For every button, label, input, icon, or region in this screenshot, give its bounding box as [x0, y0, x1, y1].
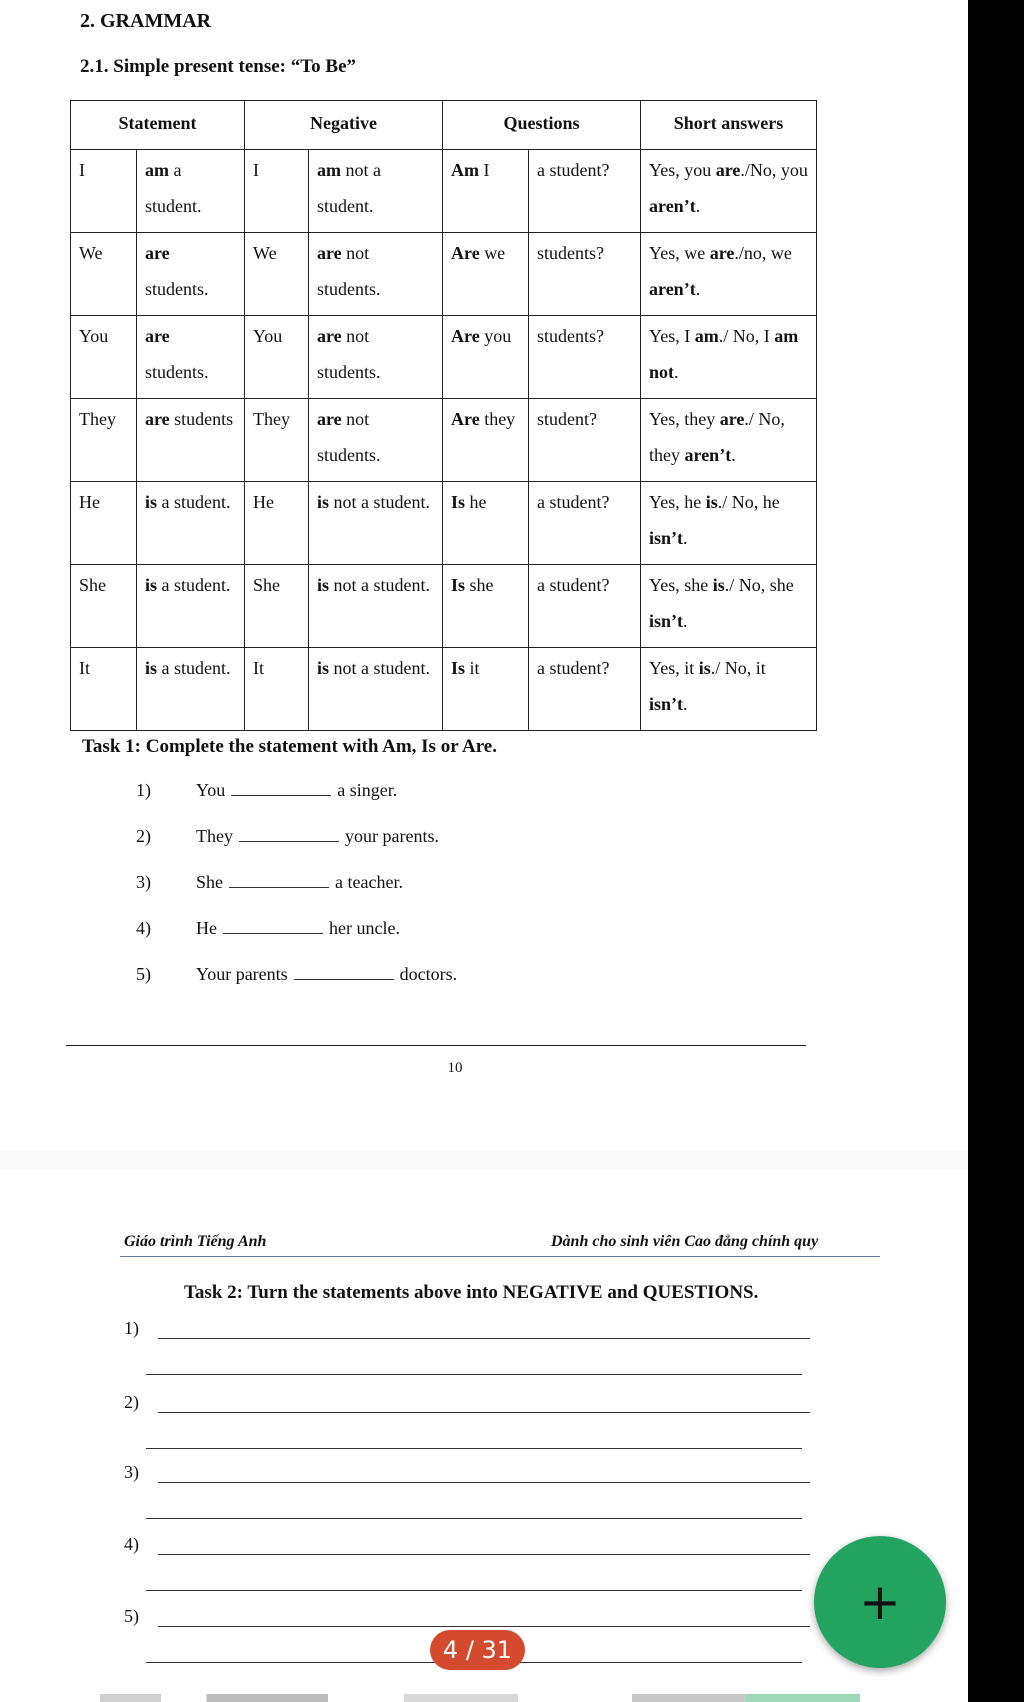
answer-line[interactable]	[158, 1338, 810, 1339]
negative-verb	[309, 316, 443, 399]
negative-rest-text: not a student.	[317, 160, 382, 216]
negative-verb	[309, 399, 443, 482]
statement-verb	[137, 316, 245, 399]
question-object-text: a student?	[537, 658, 610, 678]
question-subject-text: he	[465, 492, 487, 512]
negative-verb	[309, 150, 443, 233]
statement-rest-text: a student.	[157, 658, 231, 678]
negative-subject-text: It	[253, 658, 265, 678]
exercise-item	[136, 826, 439, 847]
statement-verb-text: is	[145, 492, 158, 512]
statement-subject-text: You	[79, 326, 109, 346]
statement-verb-text: am	[145, 160, 169, 180]
footer-divider	[66, 1045, 806, 1046]
short-answer-verb: is	[705, 492, 718, 512]
exercise-item	[136, 780, 397, 801]
table-header-row	[71, 101, 817, 150]
statement-rest-text: students.	[145, 362, 209, 382]
short-answer-part: .	[695, 279, 701, 299]
answer-blank[interactable]	[229, 873, 329, 888]
table-row	[71, 316, 817, 399]
negative-verb	[309, 233, 443, 316]
header-short-answers: Short answers	[641, 101, 817, 150]
answer-number: 3)	[124, 1462, 139, 1482]
exercise-number: 5)	[136, 964, 151, 984]
answer-line[interactable]	[146, 1448, 802, 1449]
exercise-rest: your parents.	[344, 826, 439, 846]
negative-subject-text: You	[253, 326, 283, 346]
short-answer	[641, 565, 817, 648]
right-black-bar	[968, 0, 1024, 1702]
statement-subject-text: It	[79, 658, 90, 678]
plus-icon: +	[859, 1573, 901, 1631]
exercise-subject: He	[196, 918, 217, 938]
exercise-rest: a singer.	[337, 780, 398, 800]
grammar-table	[70, 100, 817, 731]
table-row	[71, 233, 817, 316]
statement-verb	[137, 482, 245, 565]
exercise-subject: They	[196, 826, 233, 846]
table-row	[71, 648, 817, 731]
short-answer-part: .	[731, 445, 736, 465]
short-answer-part: ./ No, they	[649, 409, 785, 465]
question-subject-text: I	[479, 160, 490, 180]
exercise-rest: her uncle.	[329, 918, 400, 938]
negative-verb-text: is	[317, 492, 330, 512]
short-answer-verb: am not	[649, 326, 799, 382]
short-answer-verb: are	[715, 160, 741, 180]
question-object-text: student?	[537, 409, 598, 429]
exercise-rest: a teacher.	[335, 872, 403, 892]
negative-subject-text: He	[253, 492, 275, 512]
table-row	[71, 150, 817, 233]
statement-subject	[71, 648, 137, 731]
negative-subject-text: They	[253, 409, 290, 429]
answer-line[interactable]	[158, 1626, 810, 1627]
answer-number: 1)	[124, 1318, 139, 1338]
running-header-left: Giáo trình Tiếng Anh	[124, 1233, 267, 1250]
negative-verb	[309, 565, 443, 648]
negative-subject-text: I	[253, 160, 260, 180]
statement-rest-text: a student.	[145, 160, 202, 216]
statement-verb-text: is	[145, 575, 158, 595]
short-answer-part: Yes, they	[649, 409, 720, 429]
question-verb	[443, 316, 529, 399]
statement-rest-text: students.	[145, 279, 209, 299]
question-object-text: students?	[537, 326, 605, 346]
exercise-item	[136, 872, 403, 893]
negative-subject	[245, 648, 309, 731]
running-header-right: Dành cho sinh viên Cao đẳng chính quy	[551, 1233, 819, 1250]
short-answer-verb: is	[698, 658, 711, 678]
statement-verb	[137, 150, 245, 233]
header-statement: Statement	[71, 101, 245, 150]
statement-verb	[137, 399, 245, 482]
question-verb-text: Is	[451, 575, 466, 595]
add-fab-button[interactable]	[814, 1536, 946, 1668]
statement-subject	[71, 316, 137, 399]
statement-rest-text: a student.	[157, 575, 231, 595]
statement-subject	[71, 399, 137, 482]
exercise-number: 3)	[136, 872, 151, 892]
short-answer-part: Yes, he	[649, 492, 706, 512]
exercise-number: 1)	[136, 780, 151, 800]
answer-blank[interactable]	[223, 919, 323, 934]
question-object	[529, 233, 641, 316]
answer-line[interactable]	[146, 1374, 802, 1375]
question-object-text: a student?	[537, 575, 610, 595]
question-object	[529, 482, 641, 565]
task2-title: Task 2: Turn the statements above into NEGATIVE and QUESTIONS.	[184, 1282, 759, 1303]
short-answer-part: Yes, we	[649, 243, 710, 263]
task1-title: Task 1: Complete the statement with Am, Is or Are.	[82, 736, 497, 757]
answer-blank[interactable]	[239, 827, 339, 842]
page-number: 10	[447, 1060, 463, 1076]
statement-subject-text: They	[79, 409, 116, 429]
short-answer-verb: aren’t	[649, 196, 696, 216]
question-verb-text: Am	[451, 160, 480, 180]
statement-subject	[71, 150, 137, 233]
question-object-text: a student?	[537, 492, 610, 512]
short-answer	[641, 399, 817, 482]
statement-rest-text: a student.	[157, 492, 231, 512]
negative-verb	[309, 482, 443, 565]
short-answer-part: ./ No, he	[717, 492, 780, 512]
answer-line[interactable]	[158, 1482, 810, 1483]
statement-verb	[137, 565, 245, 648]
statement-subject-text: He	[79, 492, 100, 512]
negative-rest-text: not a student.	[329, 658, 431, 678]
answer-line[interactable]	[158, 1554, 810, 1555]
exercise-rest: doctors.	[399, 964, 458, 984]
short-answer-part: ./ No, it	[710, 658, 766, 678]
answer-number: 4)	[124, 1534, 139, 1554]
question-subject-text: we	[479, 243, 506, 263]
negative-verb-text: are	[317, 326, 342, 346]
answer-number: 5)	[124, 1606, 139, 1626]
negative-verb-text: are	[317, 243, 342, 263]
negative-subject	[245, 482, 309, 565]
question-verb-text: Is	[451, 492, 466, 512]
statement-rest-text: students	[169, 409, 234, 429]
answer-line[interactable]	[158, 1412, 810, 1413]
short-answer-part: .	[683, 528, 688, 548]
statement-verb	[137, 233, 245, 316]
question-verb-text: Are	[451, 243, 480, 263]
short-answer	[641, 482, 817, 565]
statement-verb-text: is	[145, 658, 158, 678]
question-verb	[443, 399, 529, 482]
question-subject-text: she	[465, 575, 494, 595]
negative-subject	[245, 150, 309, 233]
short-answer-verb: isn’t	[649, 611, 684, 631]
short-answer-verb: aren’t	[684, 445, 732, 465]
thumbnail-strip[interactable]	[100, 1694, 860, 1702]
answer-line[interactable]	[146, 1590, 802, 1591]
question-verb	[443, 565, 529, 648]
answer-number: 2)	[124, 1392, 139, 1412]
short-answer-verb: isn’t	[649, 528, 684, 548]
question-verb	[443, 482, 529, 565]
negative-verb-text: is	[317, 658, 330, 678]
negative-verb	[309, 648, 443, 731]
statement-subject-text: I	[79, 160, 85, 180]
exercise-number: 4)	[136, 918, 151, 938]
short-answer-verb: is	[712, 575, 725, 595]
negative-rest-text: not students.	[317, 243, 381, 299]
negative-rest-text: not students.	[317, 326, 381, 382]
question-verb-text: Are	[451, 326, 480, 346]
question-subject-text: you	[479, 326, 512, 346]
negative-rest-text: not students.	[317, 409, 381, 465]
page-gap	[0, 1150, 968, 1170]
short-answer	[641, 316, 817, 399]
short-answer	[641, 150, 817, 233]
short-answer-part: ./no, we	[734, 243, 792, 263]
short-answer-verb: aren’t	[649, 279, 696, 299]
section-title: 2. GRAMMAR	[80, 10, 212, 32]
statement-subject-text: She	[79, 575, 106, 595]
short-answer-part: .	[695, 196, 701, 216]
statement-subject	[71, 482, 137, 565]
negative-verb-text: are	[317, 409, 342, 429]
exercise-subject: She	[196, 872, 223, 892]
question-object-text: a student?	[537, 160, 610, 180]
short-answer	[641, 233, 817, 316]
statement-verb-text: are	[145, 243, 170, 263]
answer-blank[interactable]	[231, 781, 331, 796]
question-verb	[443, 150, 529, 233]
negative-subject-text: We	[253, 243, 277, 263]
question-subject-text: they	[479, 409, 516, 429]
negative-subject-text: She	[253, 575, 281, 595]
question-verb	[443, 648, 529, 731]
statement-subject-text: We	[79, 243, 103, 263]
statement-subject	[71, 233, 137, 316]
short-answer-part: Yes, I	[649, 326, 695, 346]
question-object	[529, 565, 641, 648]
short-answer	[641, 648, 817, 731]
short-answer-verb: are	[709, 243, 735, 263]
short-answer-part: .	[683, 611, 688, 631]
statement-verb-text: are	[145, 326, 170, 346]
short-answer-verb: are	[719, 409, 745, 429]
negative-subject	[245, 316, 309, 399]
exercise-subject: Your parents	[196, 964, 288, 984]
header-questions: Questions	[443, 101, 641, 150]
negative-subject	[245, 233, 309, 316]
negative-rest-text: not a student.	[329, 575, 431, 595]
negative-verb-text: am	[317, 160, 342, 180]
answer-blank[interactable]	[294, 965, 394, 980]
short-answer-part: Yes, you	[649, 160, 716, 180]
statement-subject	[71, 565, 137, 648]
question-object	[529, 150, 641, 233]
question-verb	[443, 233, 529, 316]
short-answer-verb: am	[694, 326, 719, 346]
table-row	[71, 565, 817, 648]
question-object	[529, 648, 641, 731]
short-answer-part: ./No, you	[740, 160, 808, 180]
negative-rest-text: not a student.	[329, 492, 431, 512]
statement-verb-text: are	[145, 409, 170, 429]
short-answer-part: Yes, she	[649, 575, 713, 595]
question-verb-text: Is	[451, 658, 466, 678]
short-answer-verb: isn’t	[649, 694, 684, 714]
short-answer-part: .	[683, 694, 688, 714]
negative-subject	[245, 399, 309, 482]
header-divider	[120, 1256, 880, 1257]
question-object	[529, 399, 641, 482]
exercise-item	[136, 964, 457, 985]
answer-line[interactable]	[146, 1518, 802, 1519]
header-negative: Negative	[245, 101, 443, 150]
exercise-number: 2)	[136, 826, 151, 846]
table-row	[71, 399, 817, 482]
short-answer-part: .	[674, 362, 679, 382]
exercise-subject: You	[196, 780, 226, 800]
question-verb-text: Are	[451, 409, 480, 429]
statement-verb	[137, 648, 245, 731]
question-object-text: students?	[537, 243, 605, 263]
question-object	[529, 316, 641, 399]
short-answer-part: ./ No, I	[718, 326, 775, 346]
page-indicator: 4 / 31	[430, 1630, 525, 1670]
short-answer-part: ./ No, she	[724, 575, 794, 595]
negative-subject	[245, 565, 309, 648]
subsection-title: 2.1. Simple present tense: “To Be”	[80, 56, 357, 77]
short-answer-part: Yes, it	[649, 658, 699, 678]
table-row	[71, 482, 817, 565]
negative-verb-text: is	[317, 575, 330, 595]
question-subject-text: it	[465, 658, 480, 678]
exercise-item	[136, 918, 400, 939]
